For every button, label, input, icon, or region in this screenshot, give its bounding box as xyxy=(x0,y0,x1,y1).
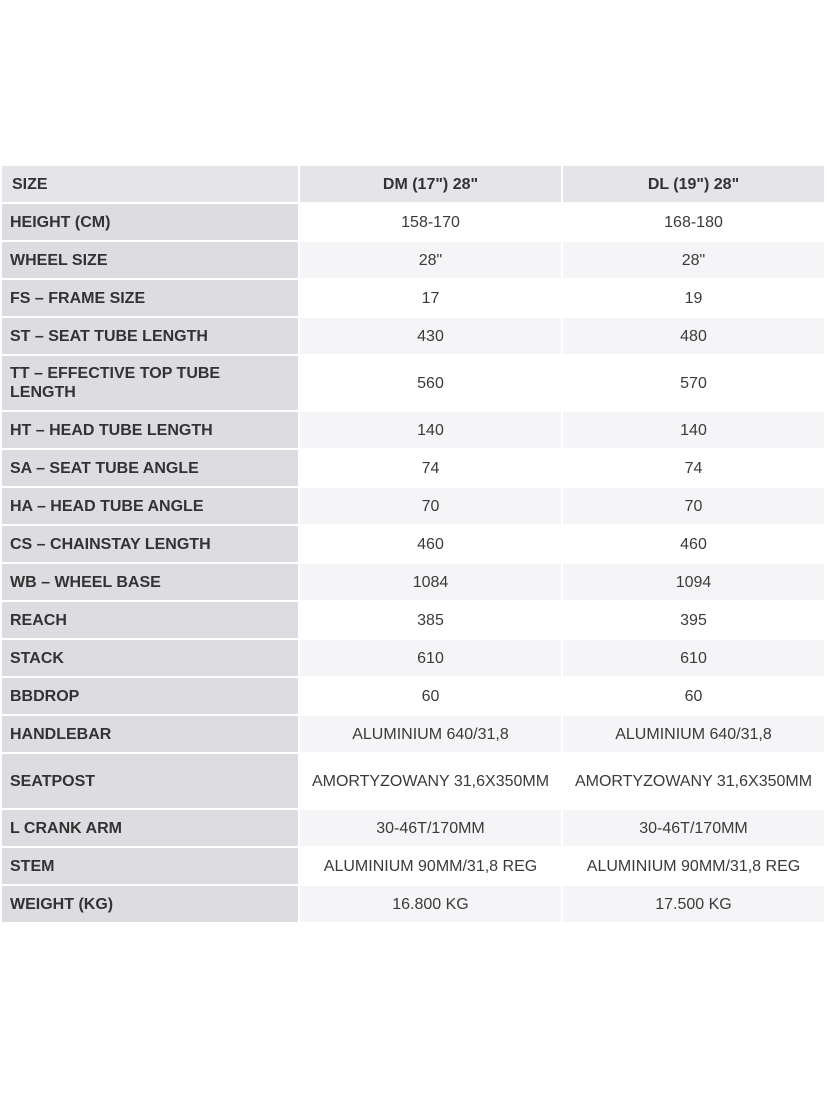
cell-dm: 70 xyxy=(300,488,561,524)
cell-dl: 140 xyxy=(563,412,824,448)
row-label: STACK xyxy=(2,640,298,676)
row-label: CS – CHAINSTAY LENGTH xyxy=(2,526,298,562)
cell-dl: 28" xyxy=(563,242,824,278)
geometry-table xyxy=(0,164,826,924)
row-label: STEM xyxy=(2,848,298,884)
row-label: ST – SEAT TUBE LENGTH xyxy=(2,318,298,354)
table-row xyxy=(2,754,824,808)
cell-dm: 60 xyxy=(300,678,561,714)
cell-dl: 1094 xyxy=(563,564,824,600)
table-row xyxy=(2,242,824,278)
cell-dm: 30-46T/170MM xyxy=(300,810,561,846)
row-label: REACH xyxy=(2,602,298,638)
header-size-dl: DL (19") 28" xyxy=(563,166,824,202)
cell-dl: 168-180 xyxy=(563,204,824,240)
cell-dm: 28" xyxy=(300,242,561,278)
row-label: SEATPOST xyxy=(2,754,298,808)
table-row xyxy=(2,450,824,486)
table-row xyxy=(2,716,824,752)
cell-dm: 74 xyxy=(300,450,561,486)
cell-dm: ALUMINIUM 90MM/31,8 REG xyxy=(300,848,561,884)
cell-dm: 385 xyxy=(300,602,561,638)
table-row xyxy=(2,318,824,354)
table-row xyxy=(2,280,824,316)
cell-dl: ALUMINIUM 90MM/31,8 REG xyxy=(563,848,824,884)
cell-dm: ALUMINIUM 640/31,8 xyxy=(300,716,561,752)
cell-dl: AMORTYZOWANY 31,6X350MM xyxy=(563,754,824,808)
table-row xyxy=(2,848,824,884)
row-label: HA – HEAD TUBE ANGLE xyxy=(2,488,298,524)
row-label: HEIGHT (CM) xyxy=(2,204,298,240)
cell-dl: 395 xyxy=(563,602,824,638)
cell-dm: 16.800 KG xyxy=(300,886,561,922)
row-label: WB – WHEEL BASE xyxy=(2,564,298,600)
table-row xyxy=(2,356,824,410)
table-row xyxy=(2,602,824,638)
table-row xyxy=(2,204,824,240)
table-row xyxy=(2,412,824,448)
row-label: BBDROP xyxy=(2,678,298,714)
table-row xyxy=(2,564,824,600)
cell-dm: AMORTYZOWANY 31,6X350MM xyxy=(300,754,561,808)
row-label: HT – HEAD TUBE LENGTH xyxy=(2,412,298,448)
cell-dl: 480 xyxy=(563,318,824,354)
row-label: L CRANK ARM xyxy=(2,810,298,846)
cell-dl: 30-46T/170MM xyxy=(563,810,824,846)
row-label: FS – FRAME SIZE xyxy=(2,280,298,316)
cell-dl: 60 xyxy=(563,678,824,714)
table-row xyxy=(2,640,824,676)
cell-dm: 610 xyxy=(300,640,561,676)
row-label: HANDLEBAR xyxy=(2,716,298,752)
cell-dm: 158-170 xyxy=(300,204,561,240)
cell-dm: 17 xyxy=(300,280,561,316)
cell-dl: ALUMINIUM 640/31,8 xyxy=(563,716,824,752)
cell-dl: 74 xyxy=(563,450,824,486)
cell-dm: 460 xyxy=(300,526,561,562)
row-label: SA – SEAT TUBE ANGLE xyxy=(2,450,298,486)
table-row xyxy=(2,488,824,524)
cell-dm: 140 xyxy=(300,412,561,448)
cell-dl: 610 xyxy=(563,640,824,676)
table-row xyxy=(2,678,824,714)
cell-dl: 17.500 KG xyxy=(563,886,824,922)
table-row xyxy=(2,810,824,846)
cell-dl: 19 xyxy=(563,280,824,316)
cell-dm: 560 xyxy=(300,356,561,410)
cell-dl: 460 xyxy=(563,526,824,562)
cell-dl: 570 xyxy=(563,356,824,410)
cell-dl: 70 xyxy=(563,488,824,524)
header-row xyxy=(2,166,824,202)
table-row xyxy=(2,886,824,922)
header-size-dm: DM (17") 28" xyxy=(300,166,561,202)
cell-dm: 430 xyxy=(300,318,561,354)
table-row xyxy=(2,526,824,562)
row-label: WEIGHT (KG) xyxy=(2,886,298,922)
cell-dm: 1084 xyxy=(300,564,561,600)
row-label: WHEEL SIZE xyxy=(2,242,298,278)
row-label: TT – EFFECTIVE TOP TUBE LENGTH xyxy=(2,356,298,410)
header-size-label: SIZE xyxy=(2,166,298,202)
